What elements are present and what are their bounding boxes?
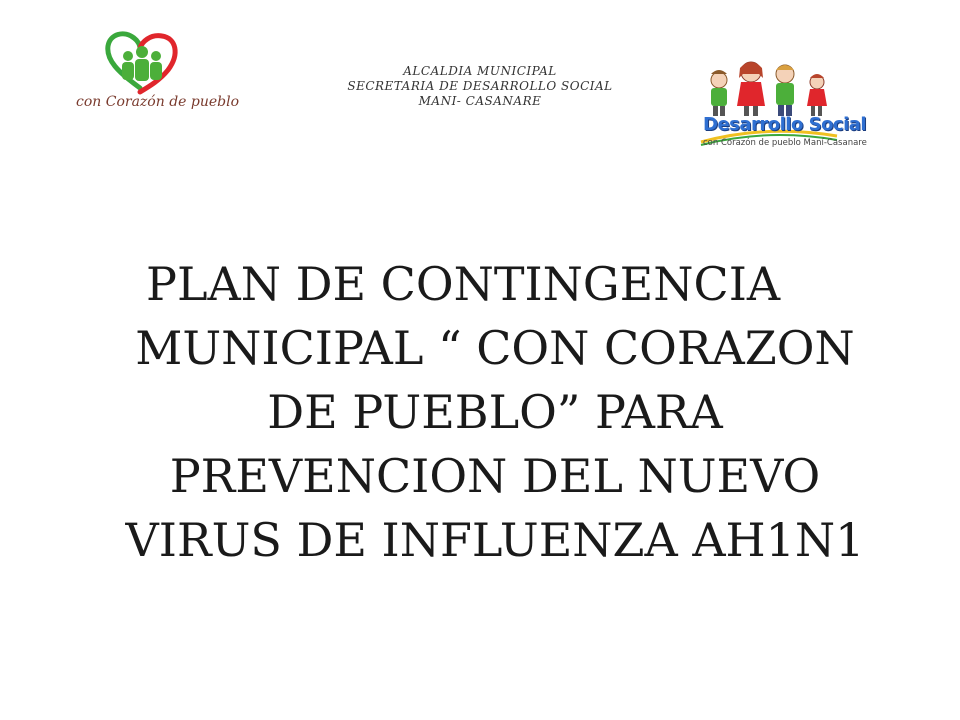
title-line-5: VIRUS DE INFLUENZA AH1N1 [125,513,865,567]
title-line-1: PLAN DE CONTINGENCIA [146,257,781,311]
desarrollo-social-logo [697,44,867,154]
logo-caption: con Corazón de pueblo [76,94,240,110]
slide-title [100,252,890,572]
title-line-4: PREVENCION DEL NUEVO [169,449,821,503]
title-line-2: MUNICIPAL “ CON CORAZON [135,321,855,375]
brand-name: Desarrollo Social [703,114,867,135]
corazon-logo [62,26,240,126]
header-line-2: SECRETARIA DE DESARROLLO SOCIAL [347,79,613,93]
title-line-3: DE PUEBLO” PARA [267,385,723,439]
heart-people-icon [62,26,240,126]
header [300,64,660,109]
header-line-3: MANI- CASANARE [418,94,542,108]
brand-tagline: con Corazón de pueblo Maní-Casanare [703,138,867,148]
header-line-1: ALCALDIA MUNICIPAL [403,64,557,78]
